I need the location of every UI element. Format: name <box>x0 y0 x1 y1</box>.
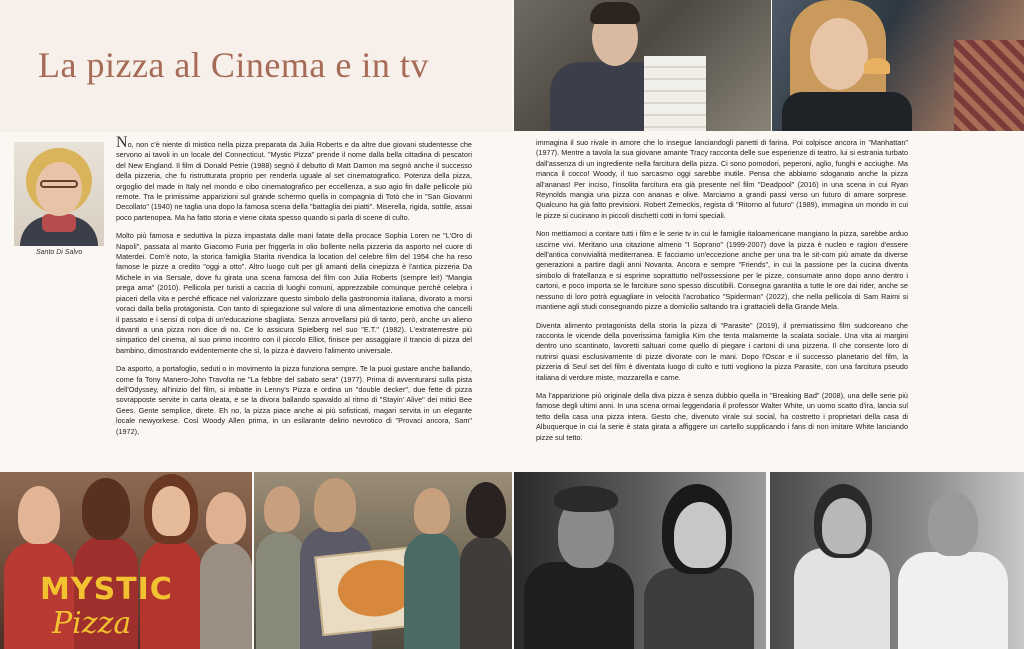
mystic-pizza-logo-top: MYSTIC <box>40 572 173 607</box>
figure-face <box>206 492 246 544</box>
figure-hair <box>466 482 506 538</box>
figure-body <box>200 542 252 649</box>
figure-body <box>782 92 912 131</box>
figure-body <box>794 548 890 649</box>
figure-body <box>404 532 460 649</box>
figure-face <box>18 486 60 544</box>
photo-spiderman-pizza-delivery <box>514 0 771 131</box>
article-paragraph: Diventa alimento protagonista della storia la pizza di "Parasite" (2019), il premiatissimo film sudcoreano che racconta le vicende della poverissima famiglia Kim che tenta malamente la scalata sociale. Una vita ai margini dentro uno scantinato, lavoretti saltuari come quello di piegare i cartoni di una pizzeria. Il che consente loro di nutrirsi quasi esclusivamente di pizze divorate con le mani. Dopo l'Oscar e il successo planetario del film, la pizzeria di Seul set del film è diventata luogo di culto e tutti vogliono la pizza Parasite, con una farcitura pseudo italiana di verdure miste, mozzarella e carne. <box>536 320 908 382</box>
article-column-left <box>116 134 472 445</box>
figure-body <box>898 552 1008 649</box>
article-paragraph: Ma l'apparizione più originale della diva pizza è senza dubbio quella in "Breaking Bad" (2008), una delle serie più famose degli ultimi anni. In una scena ormai leggendaria il professor Walter White, un uomo scatto d'ira, lancia sul tetto della casa una pizza intera. Gesto che, divenuto virale sui social, ha costretto i proprietari della casa di Albuquerque in cui la serie è stata girata a affiggere un cartello supplicando i fans di non imitare White lanciando pizze sul tetto. <box>536 390 908 442</box>
author-caption: Santo Di Salvo <box>36 249 83 256</box>
author-face <box>36 162 82 216</box>
photo-parasite-family <box>254 472 512 649</box>
mystic-pizza-logo-bottom: Pizza <box>52 606 132 641</box>
figure-face <box>674 502 726 568</box>
figure-face <box>928 492 978 556</box>
photo-julia-roberts-eating-pizza <box>772 0 1024 131</box>
article-paragraph: immagina il suo rivale in amore che lo insegue lanciandogli panetti di farina. Poi colpisce ancora in "Manhattan" (1977). Mentre a tavola la sua giovane amante Tracy racconta delle sue esperienze di teatro, lui si estrania turbato dall'assenza di un ingrediente nella farcitura della pizza. Ci sono pomodori, peperoni, aglio, funghi e acciughe. Ma manca il cocco! Woody, il tuo sarcasmo oggi sarebbe inutile. Pensa che abbiamo sdoganato anche la pizza all'ananas! Per inciso, l'insolita farcitura era già presente nel film "Deadpool" (2016) in una scena in cui Ryan Reynolds mangia una pizza con ananas e olive. Marciamo a grandi passi verso un futuro di amare sorprese. Qualcuno ha già fatto previsioni. Robert Zemeckis, regista di "Ritorno al futuro" (1989), immagina un mondo in cui le pizze si cucinano in piccoli dischetti cotti in forni speciali. <box>536 138 908 220</box>
drop-cap: N <box>116 134 128 151</box>
author-glasses <box>40 180 78 188</box>
article-paragraph <box>116 134 472 223</box>
figure-body <box>524 562 634 649</box>
figure-face <box>810 18 868 90</box>
figure-face <box>822 498 866 554</box>
figure-face <box>414 488 450 534</box>
figure-face <box>264 486 300 532</box>
figure-body <box>256 532 306 649</box>
author-photo <box>14 142 104 246</box>
figure-body <box>460 536 512 649</box>
article-paragraph: Da asporto, a portafoglio, seduti o in movimento la pizza funziona sempre. Te la puoi gustare anche ballando, come fa Tony Manero-John Travolta ne "La febbre del sabato sera" (1977). Prima di avventurarsi sulla pista dell'Odyssey, all'inizio del film, si imbatte in Lenny's Pizza e ordina un "double decker", due fette di pizza sovrapposte servite in carta oleata, e se la divora ballando spavaldo al ritmo di "Stayin' Alive" dei mitici Bee Gees. Gente semplice, direte. Eh no, la pizza piace anche ai più sofisticati, magari servita in un elegante locale newyorkese. Così Woody Allen prima, in un esilarante delirio nevrotico di "Provaci ancora, Sam" (1972), <box>116 364 472 436</box>
author-scarf <box>42 214 76 232</box>
figure-face <box>152 486 190 536</box>
header-band <box>0 0 512 132</box>
figure-body <box>644 568 754 649</box>
pizza-boxes-stack <box>644 56 706 131</box>
photo-mystic-pizza-poster <box>0 472 252 649</box>
article-paragraph: Non mettiamoci a contare tutti i film e le serie tv in cui le famiglie italoamericane mangiano la pizza, sarebbe arduo uscirne vivi. Meritano una citazione almeno "I Soprano" (1999-2007) dove la pizza è nucleo e ragion d'essere dell'antica convivialità mediterranea. E facciamo un'eccezione anche per una tra le sit-com più amate da diverse generazioni a partire dagli anni Novanta. Ancora e sempre "Friends", in cui la passione per la cucina diventa simbolo di fratellanza e si esprime soprattutto nell'ossessione per le pizze, consumate anno dopo anno dentro i cartoni, e poco importa se le farciture sono spesso discutibili. Consegna garantita a tutte le ore dai rider, anche se nessuno di loro potrà eguagliare in velocità l'acrobatico "Spiderman" (2022), che nella pellicola di Sam Raimi si mantiene agli studi consegnando pizze a domicilio saltando tra i grattacieli della Grande Mela. <box>536 229 908 312</box>
photo-manhattan-woody-allen <box>514 472 766 649</box>
pizza-slice <box>864 58 890 74</box>
article-column-right <box>536 138 908 451</box>
figure-hair <box>554 486 618 512</box>
background-figure <box>954 40 1024 131</box>
figure-face <box>314 478 356 532</box>
photo-oro-di-napoli-sophia-loren <box>770 472 1024 649</box>
figure-hair <box>82 478 130 540</box>
paragraph-text: o, non c'è niente di mistico nella pizza preparata da Julia Roberts e da altre due giovani studentesse che servono ai tavoli in un locale del Connecticut. "Mystic Pizza" prende il nome dalla bella cittadina di pescatori del New England. Il film di Donald Petrie (1988) segnò il debutto di Matt Damon ma segnò anche il successo della pizzeria, che fu ristrutturata proprio per renderla uguale al set cinematografico. Potenza della pizza, orgoglio del made in Italy nel mondo e cibo cinematografico per eccellenza, a suo agio fin dalle pellicole più remote. Tra le primissime apparizioni sul grande schermo quella in compagnia di Totò che in "San Giovanni Decollato" (1940) ne taglia una dopo la famosa scena della "battaglia dei piatti". Miserella, rigida, sottile, assai poco partenopea. Ma ha fatto storia e viene citata spesso quando si parla di scene di culto. <box>116 140 472 222</box>
figure-hair <box>590 2 640 24</box>
article-paragraph: Molto più famosa e seduttiva la pizza impastata dalle mani fatate della procace Sophia Loren ne "L'Oro di Napoli", passata al marito Giacomo Furia per friggerla in olio bollente nella pizzeria da asporto nel cuore di Materdei. Com'è noto, la storica famiglia Starita rivendica la location del celebre film del 1954 che ha reso famose le pizze a credito "oggi a otto". Altro luogo cult per gli amanti della cinepizza è l'antica pizzeria Da Michele in via Sersale, dove fu girata una scena famosa del film con Julia Roberts (sempre lei!) "Mangia prega ama" (2010). Pellicola per turisti a caccia di luoghi comuni, apprezzabile comunque perché celebra i piaceri della vita e perché efficace nel valorizzare questo simbolo della gastronomia italiana, divorato a morsi voraci dalla bella protagonista. Con tanto di spiegazione sul valore di una alimentazione emotiva che cancelli il passato e i sensi di colpa di un'educazione sbagliata. Senza arrovellarsi più di tanto, però, anche un alieno davanti a una pizza non dice di no. Ce lo assicura Spielberg nel suo "E.T." (1982). L'extraterrestre più simpatico del cinema, al suo primo incontro con il piccolo Elliot, finisce per assaggiare il trancio di pizza del bambino, dimostrando evidentemente che sì, la pizza è davvero l'alimento universale. <box>116 231 472 355</box>
page-title: La pizza al Cinema e in tv <box>38 45 429 85</box>
